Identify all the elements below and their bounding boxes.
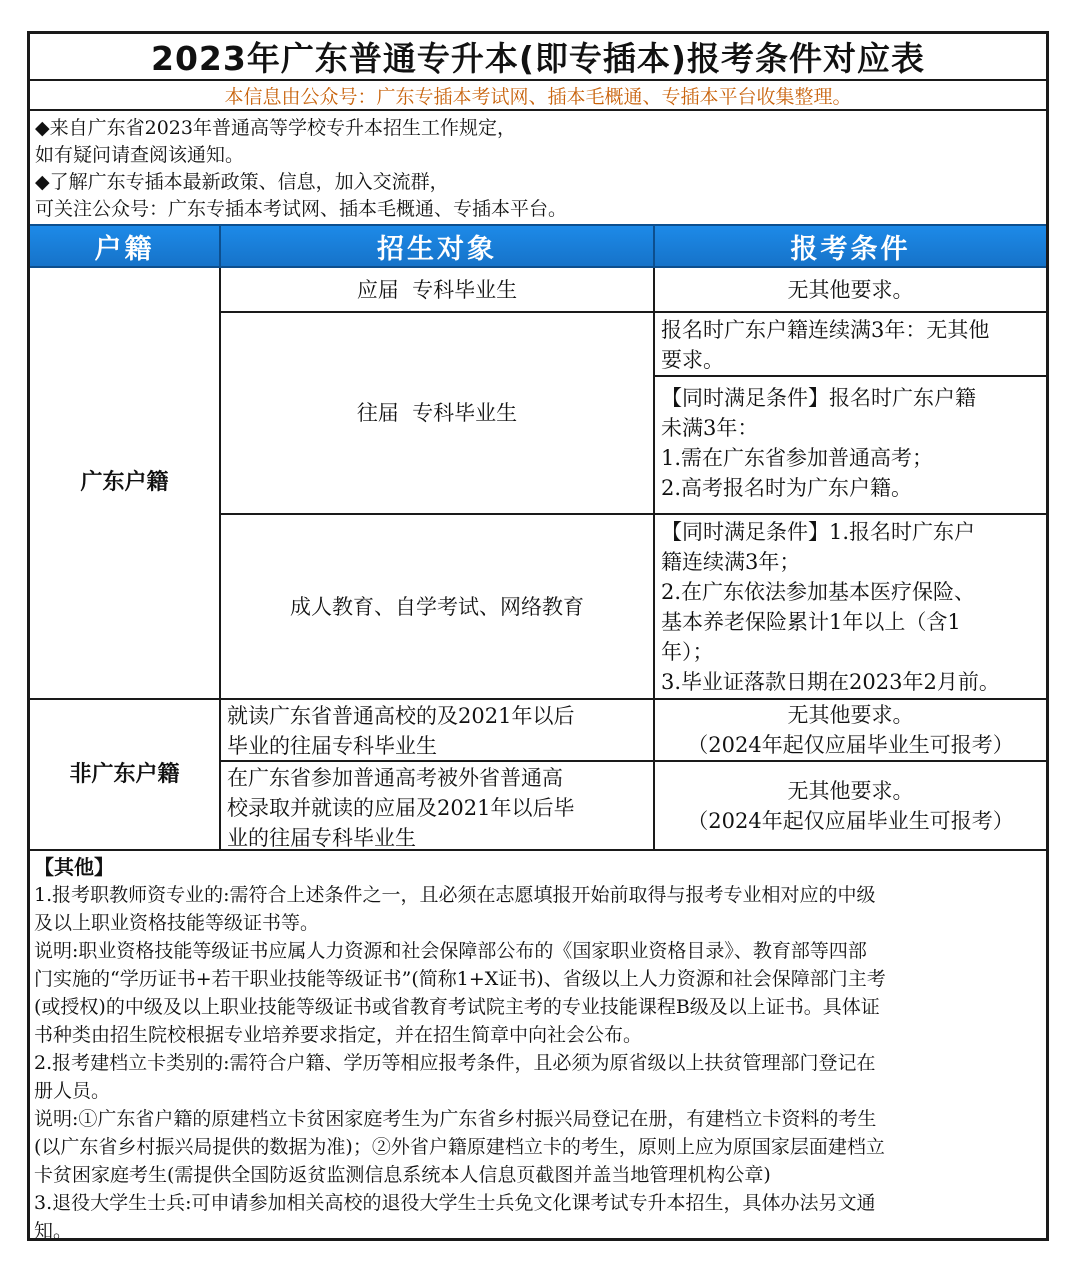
note-line: ◆了解广东专插本最新政策、信息，加入交流群，	[35, 171, 449, 193]
gd-row2-target	[221, 313, 655, 515]
condition-line: 3.毕业证落款日期在2023年2月前。	[661, 670, 1000, 694]
conditions-table	[27, 31, 1049, 1241]
gd-row1-target-text: 应届 专科毕业生	[356, 277, 518, 302]
other-line: 书种类由招生院校根据专业培养要求指定，并在招生简章中向社会公布。	[34, 1024, 643, 1046]
condition-line: 【同时满足条件】1.报名时广东户	[661, 520, 976, 544]
page-title: 2023年广东普通专升本(即专插本)报考条件对应表	[30, 34, 1046, 81]
condition-line: 基本养老保险累计1年以上（含1	[661, 610, 961, 634]
condition-line: 要求。	[661, 348, 724, 372]
target-line: 校录取并就读的应届及2021年以后毕	[227, 796, 575, 820]
other-line: 说明:职业资格技能等级证书应属人力资源和社会保障部公布的《国家职业资格目录》、教育部等四部	[34, 940, 867, 962]
other-line: 及以上职业资格技能等级证书等。	[34, 912, 320, 934]
target-line: 毕业的往届专科毕业生	[227, 734, 437, 758]
condition-line: 报名时广东户籍连续满3年：无其他	[661, 318, 990, 342]
note-line: ◆来自广东省2023年普通高等学校专升本招生工作规定，	[35, 117, 516, 139]
other-line: 卡贫困家庭考生(需提供全国防返贫监测信息系统本人信息页截图并盖当地管理机构公章)	[34, 1164, 771, 1186]
condition-line: 籍连续满3年；	[661, 550, 801, 574]
gd-row1-condition: 无其他要求。	[655, 268, 1046, 313]
ngd-row2-target	[221, 762, 655, 851]
header-conditions: 报考条件	[655, 224, 1046, 268]
other-section	[30, 851, 1046, 1245]
notes-block	[30, 111, 1046, 224]
other-line: 知。	[34, 1220, 73, 1242]
non-guangdong-household-label: 非广东户籍	[30, 700, 221, 851]
header-target: 招生对象	[221, 224, 655, 268]
condition-line: 2.在广东依法参加基本医疗保险、	[661, 580, 976, 604]
note-line: 如有疑问请查阅该通知。	[35, 144, 245, 166]
gd-row3-condition	[655, 515, 1046, 700]
gd-row3-target: 成人教育、自学考试、网络教育	[221, 515, 655, 700]
condition-line: 无其他要求。	[787, 778, 914, 803]
header-household: 户籍	[30, 224, 221, 268]
other-line: (或授权)的中级及以上职业技能等级证书或省教育考试院主考的专业技能课程B级及以上证书。具体证	[34, 996, 880, 1018]
other-line: 3.退役大学生士兵:可申请参加相关高校的退役大学生士兵免文化课考试专升本招生，具体办法另文通	[34, 1192, 876, 1214]
ngd-row2-condition	[655, 762, 1046, 851]
condition-line: 2.高考报名时为广东户籍。	[661, 476, 913, 500]
condition-line: 无其他要求。	[787, 703, 914, 727]
note-line: 可关注公众号：广东专插本考试网、插本毛概通、专插本平台。	[35, 198, 568, 220]
ngd-row1-target	[221, 700, 655, 762]
condition-line: （2024年起仅应届毕业生可报考）	[687, 808, 1014, 833]
condition-line: 1.需在广东省参加普通高考；	[661, 446, 934, 470]
guangdong-household-label: 广东户籍	[30, 268, 221, 700]
other-line: 门实施的“学历证书+若干职业技能等级证书”(简称1+X证书)、省级以上人力资源和社会保障部门主考	[34, 968, 886, 990]
target-line: 就读广东省普通高校的及2021年以后	[227, 704, 575, 728]
ngd-row1-condition	[655, 700, 1046, 762]
other-line: 2.报考建档立卡类别的:需符合户籍、学历等相应报考条件，且必须为原省级以上扶贫管理部门登记在	[34, 1052, 876, 1074]
condition-line: 年）；	[661, 640, 714, 664]
other-line: 册人员。	[34, 1080, 111, 1102]
gd-row2a-condition	[655, 313, 1046, 377]
condition-line: （2024年起仅应届毕业生可报考）	[687, 733, 1014, 757]
other-heading: 【其他】	[34, 855, 114, 879]
other-line: (以广东省乡村振兴局提供的数据为准)；②外省户籍原建档立卡的考生，原则上应为原国家层面建档立	[34, 1136, 885, 1158]
target-line: 在广东省参加普通高考被外省普通高	[227, 766, 563, 790]
gd-row1-target	[221, 268, 655, 313]
other-line: 说明:①广东省户籍的原建档立卡贫困家庭考生为广东省乡村振兴局登记在册，有建档立卡资料的考生	[34, 1108, 877, 1130]
condition-line: 未满3年：	[661, 416, 759, 440]
source-note: 本信息由公众号：广东专插本考试网、插本毛概通、专插本平台收集整理。	[30, 81, 1046, 111]
gd-row2b-condition	[655, 377, 1046, 515]
other-line: 1.报考职教师资专业的:需符合上述条件之一，且必须在志愿填报开始前取得与报考专业相对应的中级	[34, 884, 876, 906]
gd-row2-target-text: 往届 专科毕业生	[356, 401, 518, 425]
condition-line: 【同时满足条件】报名时广东户籍	[661, 386, 976, 410]
target-line: 业的往届专科毕业生	[227, 826, 416, 850]
